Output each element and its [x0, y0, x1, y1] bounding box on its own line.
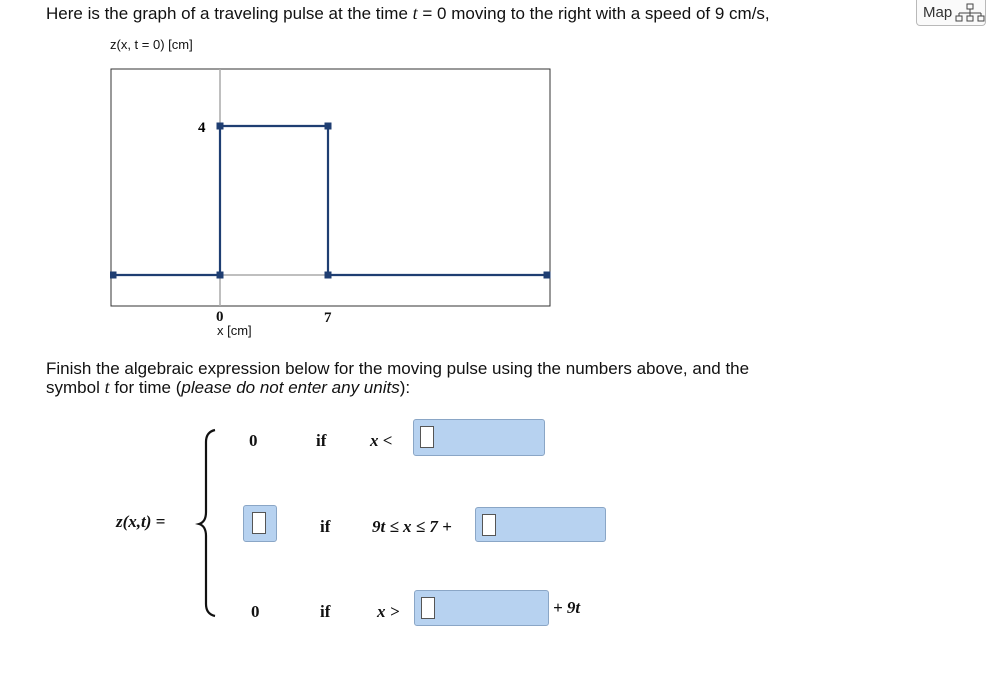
instructions-line2-end: ):	[399, 378, 411, 397]
time-symbol-2: t	[104, 377, 110, 397]
map-button-label: Map	[923, 4, 953, 21]
intro-text	[46, 2, 770, 25]
pulse-point[interactable]	[217, 272, 224, 279]
equation-lhs: z(x,t) =	[116, 512, 166, 531]
row1-value: 0	[249, 431, 258, 450]
pulse-point[interactable]	[325, 272, 332, 279]
row2-value-input[interactable]	[243, 505, 277, 542]
instructions-units-note: please do not enter any units	[181, 378, 400, 397]
row3-value: 0	[251, 602, 260, 621]
intro-part1: Here is the graph of a traveling pulse at the time	[46, 4, 413, 23]
text-cursor-box	[482, 514, 496, 536]
instructions-line2-mid: for time (	[109, 378, 182, 397]
x-tick-label-0: 0	[216, 309, 224, 325]
intro-part2: = 0 moving to the right with a speed of 9 cm/s,	[417, 4, 770, 23]
row2-condition: 9t ≤ x ≤ 7 +	[372, 517, 452, 536]
text-cursor-box	[420, 426, 434, 448]
row2-if: if	[320, 517, 331, 536]
instructions-line2	[46, 378, 749, 397]
text-cursor-box	[421, 597, 435, 619]
y-tick-label-4: 4	[198, 120, 206, 136]
pulse-point[interactable]	[325, 123, 332, 130]
row1-condition: x <	[370, 431, 393, 450]
graph-frame	[111, 69, 550, 306]
instructions	[46, 359, 749, 397]
time-symbol: t	[412, 3, 418, 23]
row3-suffix: + 9t	[553, 598, 581, 617]
instructions-line1: Finish the algebraic expression below for the moving pulse using the numbers above, and the	[46, 359, 750, 378]
y-axis-label: z(x, t = 0) [cm]	[110, 37, 193, 52]
row1-answer-input[interactable]	[413, 419, 545, 456]
sitemap-icon	[955, 3, 985, 23]
left-brace	[195, 428, 225, 618]
row2-answer-input[interactable]	[475, 507, 606, 542]
pulse-point[interactable]	[544, 272, 551, 279]
row3-condition: x >	[377, 602, 400, 621]
instructions-line2-pre: symbol	[46, 378, 105, 397]
x-axis-label: x [cm]	[217, 323, 252, 338]
pulse-point[interactable]	[110, 272, 117, 279]
x-tick-label-7: 7	[324, 310, 332, 326]
pulse-graph	[110, 68, 552, 310]
map-button[interactable]	[916, 0, 986, 26]
row3-if: if	[320, 602, 331, 621]
text-cursor-box	[252, 512, 266, 534]
row1-if: if	[316, 431, 327, 450]
row3-answer-input[interactable]	[414, 590, 549, 626]
pulse-point[interactable]	[217, 123, 224, 130]
